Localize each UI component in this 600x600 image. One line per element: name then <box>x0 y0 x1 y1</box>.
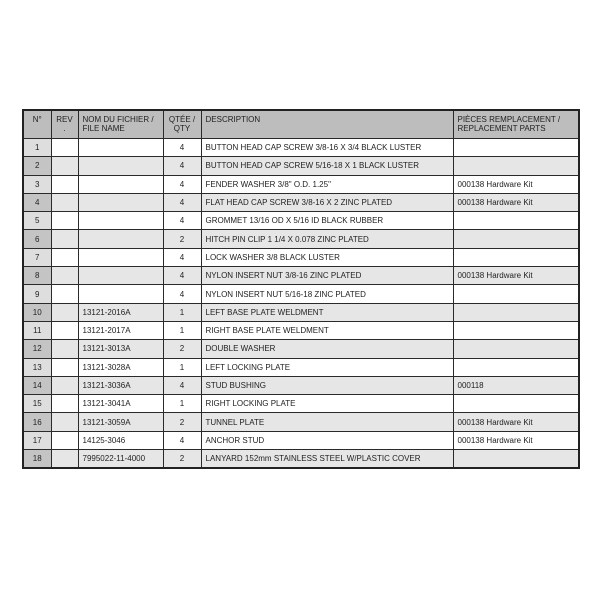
quantity-cell: 4 <box>163 175 201 193</box>
file-name-cell <box>78 267 163 285</box>
quantity-cell: 2 <box>163 450 201 469</box>
description-cell: DOUBLE WASHER <box>201 340 453 358</box>
item-number-cell: 13 <box>23 358 51 376</box>
replacement-parts-cell: 000138 Hardware Kit <box>453 175 579 193</box>
quantity-cell: 1 <box>163 303 201 321</box>
replacement-parts-cell <box>453 248 579 266</box>
file-name-cell <box>78 157 163 175</box>
revision-cell <box>51 340 78 358</box>
header-quantity: QTÉE / QTY <box>163 110 201 139</box>
quantity-cell: 2 <box>163 413 201 431</box>
file-name-cell <box>78 230 163 248</box>
item-number-cell: 11 <box>23 321 51 339</box>
header-revision: REV . <box>51 110 78 139</box>
file-name-cell: 13121-2016A <box>78 303 163 321</box>
description-cell: NYLON INSERT NUT 5/16-18 ZINC PLATED <box>201 285 453 303</box>
item-number-cell: 12 <box>23 340 51 358</box>
table-row <box>23 193 579 211</box>
item-number-cell: 1 <box>23 139 51 157</box>
file-name-cell <box>78 248 163 266</box>
replacement-parts-cell <box>453 395 579 413</box>
replacement-parts-cell <box>453 450 579 469</box>
description-cell: ANCHOR STUD <box>201 431 453 449</box>
description-cell: RIGHT BASE PLATE WELDMENT <box>201 321 453 339</box>
quantity-cell: 4 <box>163 139 201 157</box>
revision-cell <box>51 395 78 413</box>
table-row <box>23 285 579 303</box>
quantity-cell: 4 <box>163 285 201 303</box>
replacement-parts-cell <box>453 212 579 230</box>
table-row <box>23 267 579 285</box>
revision-cell <box>51 413 78 431</box>
description-cell: HITCH PIN CLIP 1 1/4 X 0.078 ZINC PLATED <box>201 230 453 248</box>
table-row <box>23 230 579 248</box>
description-cell: FLAT HEAD CAP SCREW 3/8-16 X 2 ZINC PLATED <box>201 193 453 211</box>
quantity-cell: 4 <box>163 248 201 266</box>
revision-cell <box>51 139 78 157</box>
revision-cell <box>51 450 78 469</box>
file-name-cell: 13121-3028A <box>78 358 163 376</box>
replacement-parts-cell: 000138 Hardware Kit <box>453 431 579 449</box>
description-cell: LEFT BASE PLATE WELDMENT <box>201 303 453 321</box>
header-replacement-parts: PIÈCES REMPLACEMENT / REPLACEMENT PARTS <box>453 110 579 139</box>
table-row <box>23 413 579 431</box>
description-cell: TUNNEL PLATE <box>201 413 453 431</box>
file-name-cell: 13121-3059A <box>78 413 163 431</box>
header-file-name: NOM DU FICHIER / FILE NAME <box>78 110 163 139</box>
revision-cell <box>51 175 78 193</box>
item-number-cell: 16 <box>23 413 51 431</box>
item-number-cell: 5 <box>23 212 51 230</box>
item-number-cell: 18 <box>23 450 51 469</box>
quantity-cell: 2 <box>163 340 201 358</box>
table-row <box>23 431 579 449</box>
file-name-cell: 13121-3036A <box>78 376 163 394</box>
description-cell: LEFT LOCKING PLATE <box>201 358 453 376</box>
revision-cell <box>51 248 78 266</box>
file-name-cell <box>78 285 163 303</box>
revision-cell <box>51 230 78 248</box>
table-row <box>23 358 579 376</box>
header-item-number: N° <box>23 110 51 139</box>
file-name-cell: 14125-3046 <box>78 431 163 449</box>
description-cell: LOCK WASHER 3/8 BLACK LUSTER <box>201 248 453 266</box>
revision-cell <box>51 376 78 394</box>
quantity-cell: 4 <box>163 157 201 175</box>
replacement-parts-cell: 000138 Hardware Kit <box>453 267 579 285</box>
table-row <box>23 212 579 230</box>
file-name-cell <box>78 212 163 230</box>
table-row <box>23 175 579 193</box>
revision-cell <box>51 193 78 211</box>
replacement-parts-cell <box>453 340 579 358</box>
file-name-cell: 7995022-11-4000 <box>78 450 163 469</box>
replacement-parts-cell <box>453 139 579 157</box>
item-number-cell: 14 <box>23 376 51 394</box>
table-header-row <box>23 110 579 139</box>
description-cell: BUTTON HEAD CAP SCREW 5/16-18 X 1 BLACK LUSTER <box>201 157 453 175</box>
table-row <box>23 248 579 266</box>
file-name-cell: 13121-3013A <box>78 340 163 358</box>
table-row <box>23 376 579 394</box>
replacement-parts-cell: 000118 <box>453 376 579 394</box>
file-name-cell <box>78 175 163 193</box>
item-number-cell: 17 <box>23 431 51 449</box>
table-row <box>23 139 579 157</box>
replacement-parts-cell <box>453 157 579 175</box>
description-cell: GROMMET 13/16 OD X 5/16 ID BLACK RUBBER <box>201 212 453 230</box>
file-name-cell <box>78 193 163 211</box>
table-row <box>23 450 579 469</box>
table-row <box>23 321 579 339</box>
description-cell: LANYARD 152mm STAINLESS STEEL W/PLASTIC COVER <box>201 450 453 469</box>
quantity-cell: 1 <box>163 321 201 339</box>
parts-list-table <box>22 109 580 469</box>
quantity-cell: 4 <box>163 193 201 211</box>
replacement-parts-cell <box>453 285 579 303</box>
replacement-parts-cell: 000138 Hardware Kit <box>453 193 579 211</box>
item-number-cell: 8 <box>23 267 51 285</box>
header-description: DESCRIPTION <box>201 110 453 139</box>
replacement-parts-cell: 000138 Hardware Kit <box>453 413 579 431</box>
item-number-cell: 7 <box>23 248 51 266</box>
revision-cell <box>51 267 78 285</box>
replacement-parts-cell <box>453 358 579 376</box>
revision-cell <box>51 212 78 230</box>
quantity-cell: 4 <box>163 267 201 285</box>
revision-cell <box>51 157 78 175</box>
revision-cell <box>51 285 78 303</box>
item-number-cell: 6 <box>23 230 51 248</box>
description-cell: BUTTON HEAD CAP SCREW 3/8-16 X 3/4 BLACK LUSTER <box>201 139 453 157</box>
description-cell: RIGHT LOCKING PLATE <box>201 395 453 413</box>
file-name-cell <box>78 139 163 157</box>
revision-cell <box>51 303 78 321</box>
item-number-cell: 9 <box>23 285 51 303</box>
replacement-parts-cell <box>453 230 579 248</box>
description-cell: NYLON INSERT NUT 3/8-16 ZINC PLATED <box>201 267 453 285</box>
revision-cell <box>51 431 78 449</box>
replacement-parts-cell <box>453 321 579 339</box>
file-name-cell: 13121-2017A <box>78 321 163 339</box>
quantity-cell: 4 <box>163 376 201 394</box>
item-number-cell: 4 <box>23 193 51 211</box>
quantity-cell: 2 <box>163 230 201 248</box>
quantity-cell: 1 <box>163 395 201 413</box>
item-number-cell: 15 <box>23 395 51 413</box>
table-row <box>23 340 579 358</box>
quantity-cell: 4 <box>163 212 201 230</box>
description-cell: FENDER WASHER 3/8" O.D. 1.25" <box>201 175 453 193</box>
table-row <box>23 395 579 413</box>
quantity-cell: 4 <box>163 431 201 449</box>
revision-cell <box>51 321 78 339</box>
revision-cell <box>51 358 78 376</box>
item-number-cell: 10 <box>23 303 51 321</box>
item-number-cell: 2 <box>23 157 51 175</box>
description-cell: STUD BUSHING <box>201 376 453 394</box>
quantity-cell: 1 <box>163 358 201 376</box>
file-name-cell: 13121-3041A <box>78 395 163 413</box>
table-row <box>23 303 579 321</box>
item-number-cell: 3 <box>23 175 51 193</box>
table-row <box>23 157 579 175</box>
replacement-parts-cell <box>453 303 579 321</box>
